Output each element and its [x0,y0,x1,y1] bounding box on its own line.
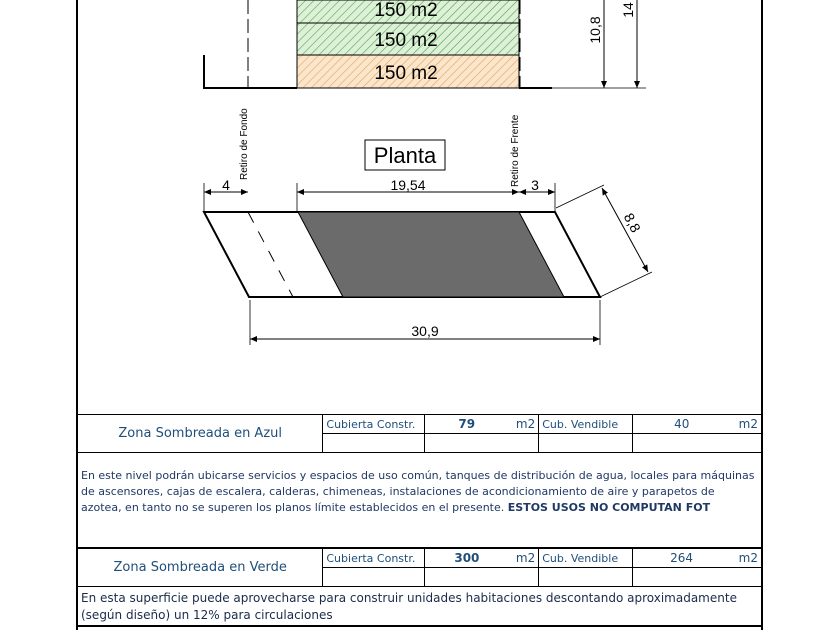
green-vendible-label: Cub. Vendible [539,549,633,568]
dim-height-outer: 14 [620,2,636,18]
floor-label-3: 150 m2 [374,63,438,84]
blue-empty-1 [323,434,425,453]
blue-zone-table [77,414,762,453]
blue-vendible-label: Cub. Vendible [539,415,633,434]
green-cubierta-label: Cubierta Constr. [323,549,425,568]
dim-back: 4 [222,177,230,193]
blue-empty-3 [539,434,633,453]
dim-side: 8,8 [620,210,645,236]
green-empty-4 [633,568,762,587]
bottom-rule [77,626,762,627]
green-empty-3 [539,568,633,587]
blue-cubierta-cell [425,415,539,434]
green-vendible-cell [633,549,762,568]
blue-empty-4 [633,434,762,453]
dim-middle: 19,54 [390,177,426,193]
green-cubierta-cell [425,549,539,568]
floor-label-1: 150 m2 [374,0,438,21]
blue-zone-note [77,452,762,548]
blue-cubierta-label: Cubierta Constr. [323,415,425,434]
green-empty-2 [425,568,539,587]
plan-view [204,212,600,297]
blue-cubierta-value: 79 [458,417,476,431]
green-cubierta-value: 300 [454,551,480,565]
plan-title: Planta [373,143,437,168]
green-empty-1 [323,568,425,587]
plan-title-box [365,140,445,170]
dim-height-inner: 10,8 [587,16,603,44]
retiro-fondo-label: Retiro de Fondo [239,108,250,180]
blue-zone-note-text: En este nivel podrán ubicarse servicios y espacios de uso común, tanques de distribución de agua, locales para máquinas de ascensores, cajas de escalera, calderas, chimeneas, instalaciones de acondicionamiento de aire y parapetos de azotea, en tanto no se superen los planos límite establecidos en el presente. [81,469,755,514]
elevation-view [203,0,646,88]
blue-empty-2 [425,434,539,453]
green-zone-title: Zona Sombreada en Verde [78,549,323,587]
green-zone-note-text: En esta superficie puede aprovecharse para construir unidades habitaciones descontando aproximadamente (según diseño) un 12% para circulaciones [81,591,737,622]
building-footprint [298,212,564,297]
green-zone-note [77,586,762,626]
blue-vendible-value: 40 [674,417,690,431]
retiro-frente-label: Retiro de Frente [510,114,521,187]
blue-cubierta-unit: m2 [515,417,536,431]
floor-label-2: 150 m2 [374,30,438,51]
blue-vendible-cell [633,415,762,434]
dim-total: 30,9 [411,323,439,339]
green-vendible-value: 264 [670,551,694,565]
blue-zone-title: Zona Sombreada en Azul [78,415,323,453]
green-cubierta-unit: m2 [515,551,536,565]
green-vendible-unit: m2 [738,551,758,565]
green-zone-table [77,548,762,587]
blue-zone-note-bold: ESTOS USOS NO COMPUTAN FOT [507,501,711,514]
dim-front: 3 [531,177,539,193]
blue-vendible-unit: m2 [738,417,758,431]
